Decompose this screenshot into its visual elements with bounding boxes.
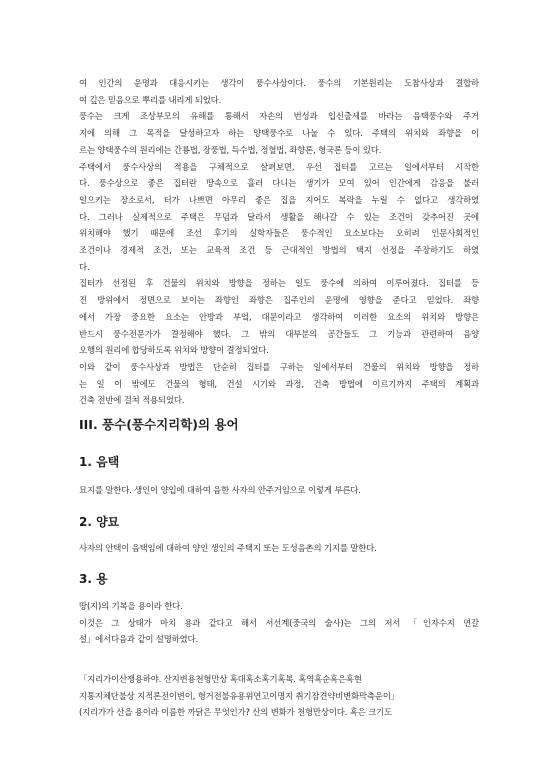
text-line: 진 방위에서 정면으로 보이는 좌향인 좌향은 집주인의 운명에 영향을 준다고 믿었다. 좌향: [79, 295, 479, 306]
text-line: 조건이나 경제적 조건, 또는 교육적 조건 등 근대적인 방법의 택지 선정을 주장하기도 하였: [79, 245, 479, 256]
text-line: 오행의 원리에 합당하도록 위치와 방향이 결정되었다.: [79, 345, 269, 356]
text-line: 풍수는 크게 조상부모의 유해를 통해서 자손의 번성과 입신출세를 바라는 음택풍수와 주거: [79, 111, 479, 122]
subsection-body: [79, 482, 479, 499]
subsection-body: [79, 540, 479, 557]
subsection-title: 1. 음택: [79, 455, 120, 469]
text-line: 「지리가이산쟁용하야. 산지변용천형만상 혹대혹소혹기혹복. 혹역혹순혹은혹현: [79, 674, 362, 684]
text-line: 주택에서 풍수사상의 적용을 구체적으로 살펴보면, 우선 집터를 고르는 일에서부터 시작한: [79, 161, 479, 172]
text-line: 묘지를 말한다. 생인이 양입에 대하여 음한 사자의 안주거임으로 이렇게 부른다.: [79, 485, 361, 495]
text-line: 위치해야 했기 때문에 조선 후기의 실학자들은 풍수적인 요소보다는 오히려 인문사회적인: [79, 228, 479, 239]
text-line: 여 인간의 운명과 대응시키는 생각이 풍수사상이다. 풍수의 기본원리는 도참사상과 결합하: [79, 78, 479, 88]
text-line: 설」에서다음과 같이 설명하였다.: [79, 634, 198, 645]
text-line: 다.: [79, 261, 90, 272]
text-line: (지리가가 산을 용이라 이름한 까닭은 무엇인가? 산의 변화가 천형만상이다. 혹은 크기도: [79, 707, 392, 718]
text-line: 는 일 이 밖에도 건물의 형태, 건설 시기와 과정, 건축 방법에 이르기까지 주택의 계획과: [79, 378, 479, 389]
subsection-title: 2. 양묘: [79, 515, 120, 529]
text-line: 다. 풍수상으로 좋은 집터란 땅속으로 흘러 다니는 생기가 모여 있어 인간에게 감응을 불러: [79, 178, 479, 189]
text-line: 이와 같이 풍수사상과 방법은 단순히 집터를 구하는 일에서부터 건물의 위치와 방향을 정하: [79, 361, 479, 372]
text-line: 여 깊은 믿음으로 뿌리를 내리게 되었다.: [79, 94, 222, 105]
classical-quote: [79, 671, 479, 721]
subsection-title: 3. 용: [79, 572, 108, 586]
text-line: 지통지체단불상 지적론전이변이, 형거전불유용위연고이명지 취기잠견약비변화막측운이」: [79, 690, 400, 701]
text-line: 이것은 그 상태가 마치 용과 같다고 해서 서선계(중국의 술사)는 그의 저서 「인자수지 연갈: [79, 617, 479, 628]
subsection-body: [79, 598, 479, 648]
text-line: 반드시 풍수전문가가 결정해야 했다. 그 밖의 대부분의 공간들도 그 기능과 관련하여 음양: [79, 328, 479, 339]
text-line: 일으키는 장소로서, 터가 나쁘면 아무리 좋은 집을 지어도 복락을 누릴 수 없다고 생각하였: [79, 194, 479, 205]
text-line: 사자의 안택이 음택임에 대하여 양인 생인의 주택지 또는 도성음촌의 기지를 말한다.: [79, 543, 377, 553]
text-line: 땅(지)의 기복을 용이라 한다.: [79, 601, 183, 611]
text-line: 에서 가장 중요한 요소는 안방과 부엌, 대문이라고 생각하여 이러한 요소의 위치와 방향은: [79, 311, 479, 322]
text-line: 르는 양택풍수의 원리에는 간룡법, 장풍법, 득수법, 정혈법, 좌향론, 형국론 등이 있다.: [79, 144, 382, 155]
text-line: 지에 의해 그 목적을 달성하고자 하는 양택풍수로 나눌 수 있다. 주택의 위치와 좌향을 이: [79, 128, 479, 139]
intro-paragraph: [79, 75, 479, 409]
text-line: 건축 전반에 걸쳐 적용되었다.: [79, 395, 185, 406]
section-heading: III. 풍수(풍수지리학)의 용어: [79, 417, 239, 432]
text-line: 다. 그러나 실제적으로 주택은 무덤과 달라서 생활을 해나갈 수 있는 조건이 갖추어진 곳에: [79, 211, 479, 222]
text-line: 집터가 선정된 후 건물의 위치와 방향을 정하는 일도 풍수에 의하여 이루어졌다. 집터를 등: [79, 278, 479, 289]
